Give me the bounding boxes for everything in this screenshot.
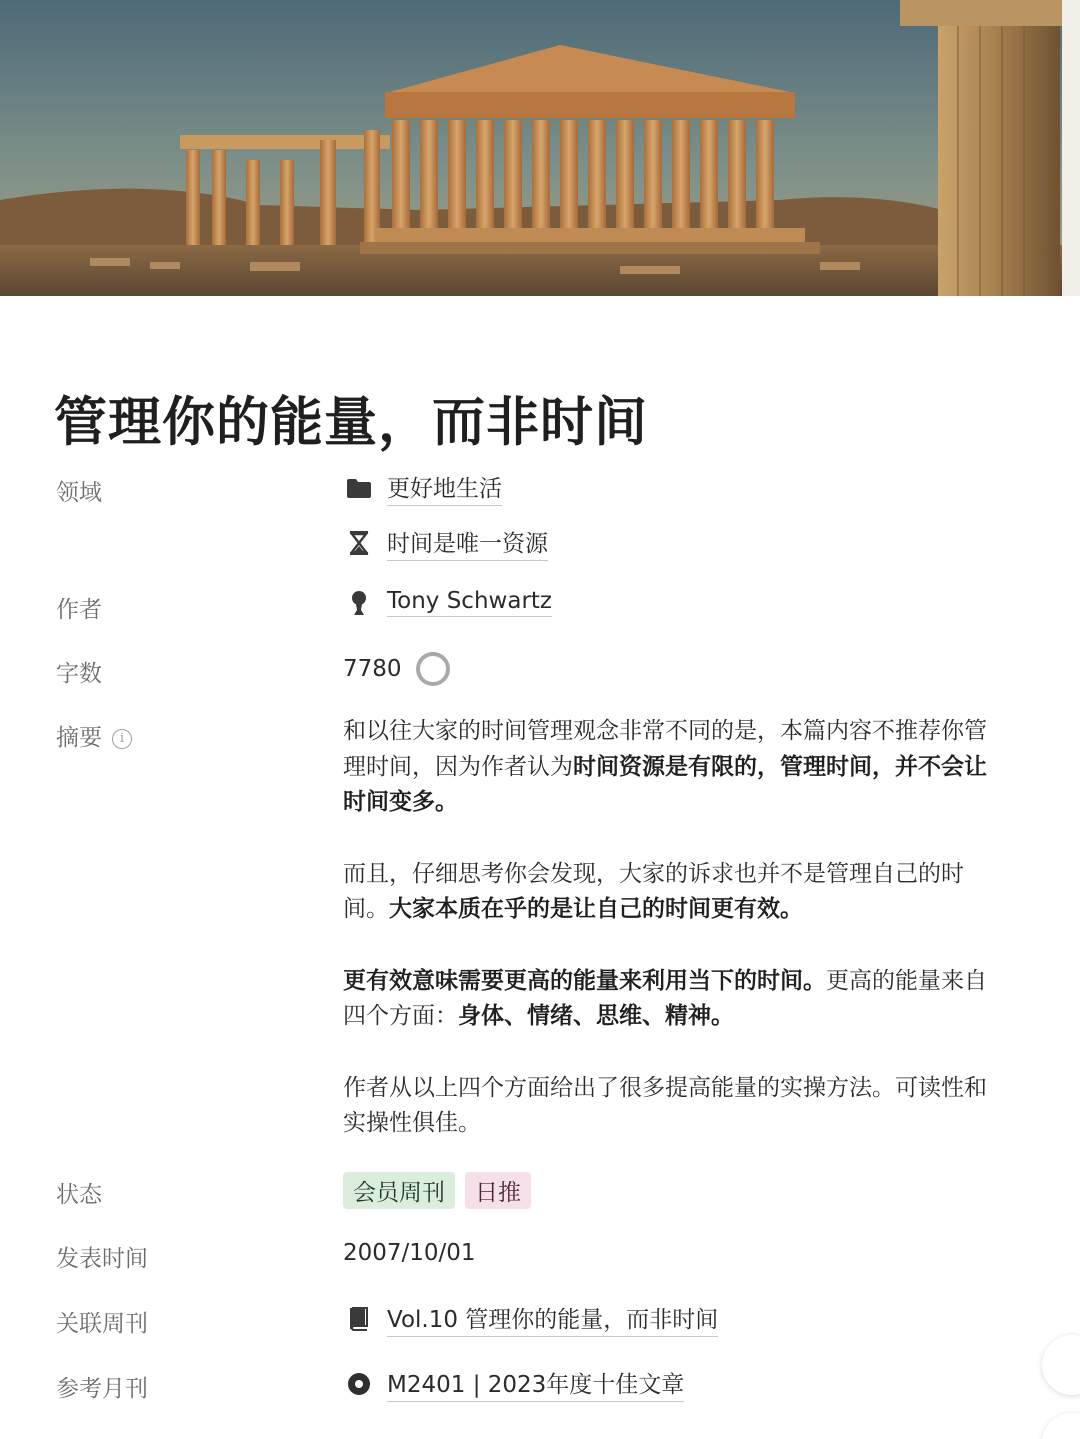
summary-paragraph: 作者从以上四个方面给出了很多提高能量的实操方法。可读性和实操性俱佳。 bbox=[343, 1074, 987, 1136]
author-name: Tony Schwartz bbox=[387, 588, 552, 617]
book-icon bbox=[343, 1305, 375, 1333]
page-title: 管理你的能量，而非时间 bbox=[54, 392, 648, 453]
reference-monthly-text: M2401 | 2023年度十佳文章 bbox=[387, 1366, 684, 1402]
cover-image bbox=[0, 0, 1080, 296]
property-label-summary-group bbox=[56, 719, 132, 752]
person-icon bbox=[343, 589, 375, 617]
property-label-word-count: 字数 bbox=[56, 661, 102, 687]
summary-paragraph: 和以往大家的时间管理观念非常不同的是，本篇内容不推荐你管理时间，因为作者认为时间资源是有限的，管理时间，并不会让时间变多。 bbox=[343, 718, 987, 815]
summary-paragraph: 而且，仔细思考你会发现，大家的诉求也并不是管理自己的时间。大家本质在乎的是让自己的时间更有效。 bbox=[343, 860, 964, 922]
summary-paragraph: 更有效意味需要更高的能量来利用当下的时间。更高的能量来自四个方面：身体、情绪、思维、精神。 bbox=[343, 967, 987, 1029]
domain-link-better-life[interactable] bbox=[343, 470, 502, 506]
domain-link-time-resource[interactable] bbox=[343, 525, 548, 561]
summary-text bbox=[343, 714, 993, 1178]
related-weekly-link[interactable] bbox=[343, 1301, 718, 1337]
property-label-related-weekly: 关联周刊 bbox=[56, 1311, 148, 1337]
word-count-value: 7780 bbox=[343, 656, 402, 682]
floating-side-button[interactable] bbox=[1042, 1413, 1080, 1439]
status-tags[interactable] bbox=[343, 1172, 541, 1209]
domain-link-text: 更好地生活 bbox=[387, 470, 502, 506]
property-label-domain: 领域 bbox=[56, 480, 102, 506]
status-tag-member-weekly[interactable]: 会员周刊 bbox=[343, 1172, 455, 1209]
property-label-status: 状态 bbox=[56, 1182, 102, 1208]
record-icon bbox=[343, 1370, 375, 1398]
word-count-value-group bbox=[343, 650, 452, 688]
property-label-author: 作者 bbox=[56, 597, 102, 623]
author-link[interactable] bbox=[343, 588, 552, 617]
reference-monthly-link[interactable] bbox=[343, 1366, 684, 1402]
floating-side-button[interactable] bbox=[1042, 1335, 1080, 1395]
info-icon[interactable]: i bbox=[112, 729, 132, 749]
published-date: 2007/10/01 bbox=[343, 1240, 476, 1266]
folder-icon bbox=[343, 474, 375, 502]
hourglass-icon bbox=[343, 529, 375, 557]
status-tag-daily-pick[interactable]: 日推 bbox=[465, 1172, 531, 1209]
property-label-summary: 摘要 bbox=[56, 725, 102, 751]
progress-ring-icon bbox=[414, 650, 452, 688]
related-weekly-text: Vol.10 管理你的能量，而非时间 bbox=[387, 1301, 718, 1337]
property-label-reference-monthly: 参考月刊 bbox=[56, 1376, 148, 1402]
domain-link-text: 时间是唯一资源 bbox=[387, 525, 548, 561]
property-label-published: 发表时间 bbox=[56, 1246, 148, 1272]
